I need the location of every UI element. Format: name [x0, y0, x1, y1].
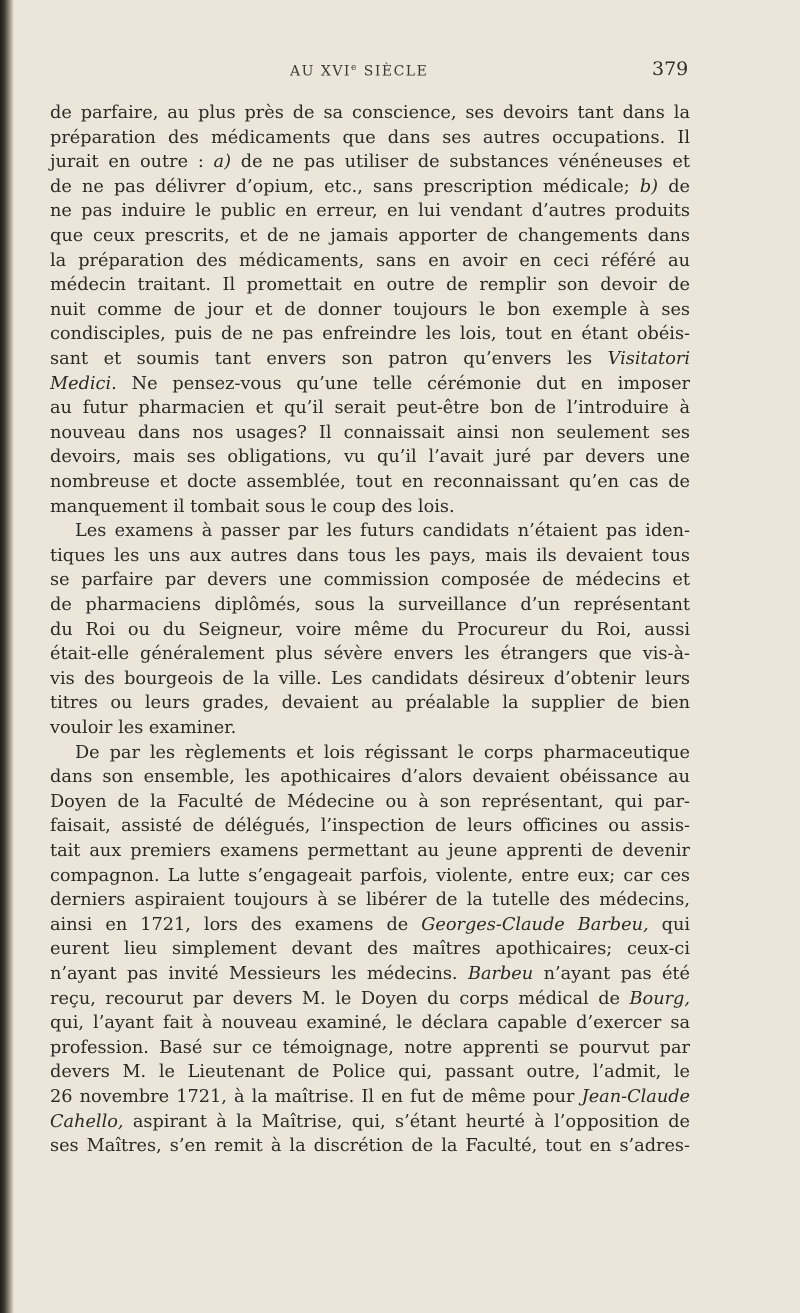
text-line: eurent lieu simplement devant des maîtres apothicaires; ceux-ci: [50, 939, 690, 960]
italic-term: Cahello,: [50, 1111, 124, 1132]
text-line: était-elle généralement plus sévère envers les étrangers que vis-à-: [50, 644, 690, 665]
italic-term: Medici.: [50, 373, 117, 394]
italic-term: Jean-Claude: [581, 1087, 690, 1107]
italic-term: Bourg,: [629, 988, 690, 1009]
text-line: titres ou leurs grades, devaient au préalable la supplier de bien: [50, 693, 690, 714]
text-line: tiques les uns aux autres dans tous les pays, mais ils devaient tous: [50, 545, 690, 566]
text-line: vouloir les examiner.: [50, 718, 237, 738]
italic-term: Visitatori: [607, 349, 690, 369]
text-line: médecin traitant. Il promettait en outre de remplir son devoir de: [50, 275, 690, 296]
text-line: ainsi en 1721, lors des examens de Georges-Claude Barbeu, qui: [50, 914, 691, 935]
text-line: devoirs, mais ses obligations, vu qu’il l’avait juré par devers une: [50, 447, 690, 468]
italic-term: b): [639, 176, 659, 197]
italic-term: Barbeu: [467, 964, 534, 984]
text-line: Medici. Ne pensez-vous qu’une telle cérémonie dut en imposer: [50, 373, 690, 394]
running-head: [290, 63, 428, 80]
italic-term: Georges-Claude Barbeu,: [421, 914, 649, 935]
text-line: derniers aspiraient toujours à se libérer de la tutelle des médecins,: [50, 890, 690, 911]
text-line: la préparation des médicaments, sans en avoir en ceci référé au: [50, 250, 690, 271]
text-line: de ne pas délivrer d’opium, etc., sans prescription médicale; b) de: [50, 176, 690, 197]
text-line: profession. Basé sur ce témoignage, notre apprenti se pourvut par: [50, 1037, 690, 1058]
italic-term: a): [213, 152, 231, 173]
running-head-prefix: AU XVI: [290, 63, 351, 80]
text-line: ne pas induire le public en erreur, en lui vendant d’autres produits: [50, 201, 690, 222]
text-line: se parfaire par devers une commission composée de médecins et: [50, 570, 690, 591]
text-line: de pharmaciens diplômés, sous la surveillance d’un représentant: [50, 595, 690, 615]
binding-shadow: [0, 0, 14, 1313]
text-line: nombreuse et docte assemblée, tout en reconnaissant qu’en cas de: [50, 472, 690, 492]
text-line: au futur pharmacien et qu’il serait peut-être bon de l’introduire à: [50, 398, 690, 419]
text-line: du Roi ou du Seigneur, voire même du Procureur du Roi, aussi: [50, 619, 690, 640]
text-line: nuit comme de jour et de donner toujours le bon exemple à ses: [50, 299, 690, 320]
text-line: Doyen de la Faculté de Médecine ou à son représentant, qui par-: [50, 791, 690, 812]
text-line: ses Maîtres, s’en remit à la discrétion de la Faculté, tout en s’adres-: [50, 1136, 690, 1157]
running-head-suffix: SIÈCLE: [357, 63, 429, 80]
text-line: 26 novembre 1721, à la maîtrise. Il en fut de même pour Jean-Claude: [50, 1087, 690, 1107]
text-line: nouveau dans nos usages? Il connaissait ainsi non seulement ses: [50, 422, 690, 443]
text-line: manquement il tombait sous le coup des lois.: [50, 496, 455, 517]
text-line: jurait en outre : a) de ne pas utiliser de substances vénéneuses et: [50, 152, 690, 173]
text-line: de parfaire, au plus près de sa conscience, ses devoirs tant dans la: [50, 103, 690, 123]
text-line: sant et soumis tant envers son patron qu’envers les Visitatori: [50, 349, 690, 369]
text-line: n’ayant pas invité Messieurs les médecins. Barbeu n’ayant pas été: [50, 964, 691, 984]
text-line: devers M. le Lieutenant de Police qui, passant outre, l’admit, le: [50, 1062, 690, 1083]
text-line: vis des bourgeois de la ville. Les candidats désireux d’obtenir leurs: [50, 668, 690, 689]
text-line: condisciples, puis de ne pas enfreindre les lois, tout en étant obéis-: [50, 324, 690, 345]
text-line: qui, l’ayant fait à nouveau examiné, le déclara capable d’exercer sa: [50, 1013, 690, 1034]
text-line: De par les règlements et lois régissant le corps pharmaceutique: [75, 742, 690, 763]
page-number: 379: [652, 58, 689, 80]
text-line: compagnon. La lutte s’engageait parfois, violente, entre eux; car ces: [50, 865, 690, 886]
text-line: dans son ensemble, les apothicaires d’alors devaient obéissance au: [50, 767, 690, 788]
text-line: Cahello, aspirant à la Maîtrise, qui, s’étant heurté à l’opposition de: [50, 1111, 690, 1132]
text-line: Les examens à passer par les futurs candidats n’étaient pas iden-: [75, 521, 690, 542]
text-line: que ceux prescrits, et de ne jamais apporter de changements dans: [50, 226, 690, 246]
text-line: reçu, recourut par devers M. le Doyen du corps médical de Bourg,: [50, 988, 690, 1009]
text-line: tait aux premiers examens permettant au jeune apprenti de devenir: [50, 841, 690, 861]
running-head-sup: e: [350, 63, 358, 73]
text-line: faisait, assisté de délégués, l’inspection de leurs officines ou assis-: [50, 816, 690, 837]
text-line: préparation des médicaments que dans ses autres occupations. Il: [50, 127, 690, 148]
